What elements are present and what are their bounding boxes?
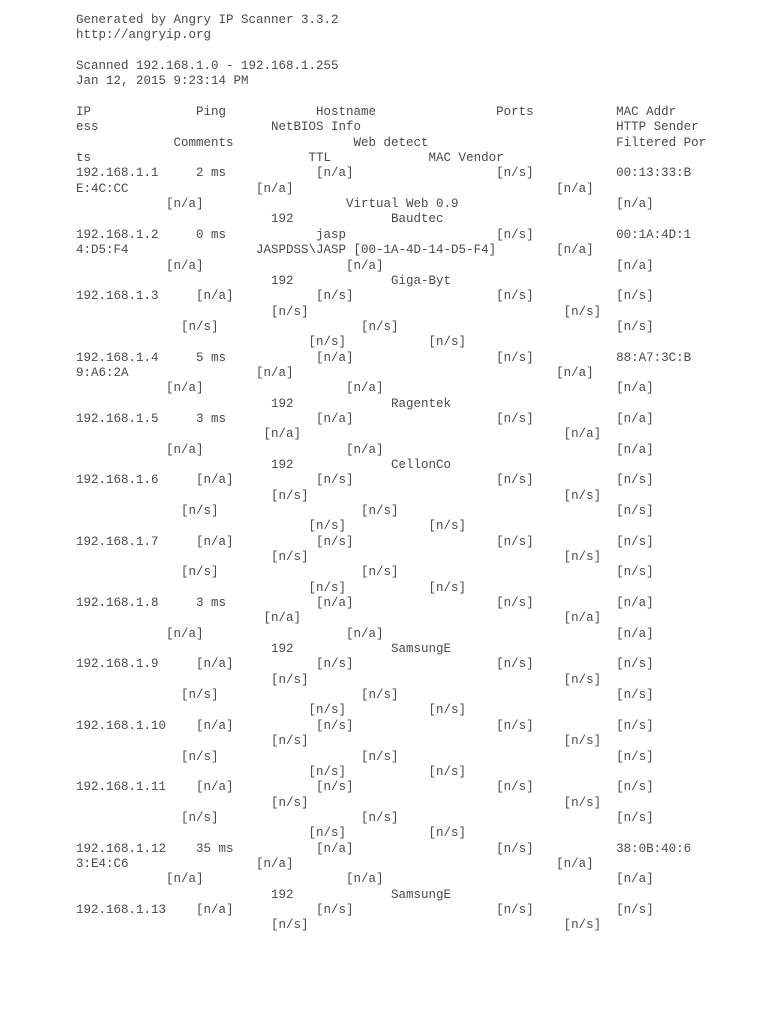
report-line: [n/a] [n/a] [n/a]	[76, 872, 654, 887]
website-url: http://angryip.org	[76, 28, 212, 43]
report-line: [n/s] [n/s]	[76, 672, 602, 687]
report-line: [n/s] [n/s]	[76, 734, 602, 749]
report-line: 192 Ragentek	[76, 396, 452, 411]
report-line: ts TTL MAC Vendor	[76, 151, 504, 166]
report-line: [n/s] [n/s]	[76, 519, 467, 534]
report-line: [n/s] [n/s]	[76, 488, 602, 503]
report-line: 192.168.1.4 5 ms [n/a] [n/s] 88:A7:3C:B	[76, 350, 692, 365]
report-line: 192.168.1.13 [n/a] [n/s] [n/s] [n/s]	[76, 902, 654, 917]
report-line: 192.168.1.7 [n/a] [n/s] [n/s] [n/s]	[76, 534, 654, 549]
report-line: 3:E4:C6 [n/a] [n/a]	[76, 856, 594, 871]
report-line: 192.168.1.9 [n/a] [n/s] [n/s] [n/s]	[76, 657, 654, 672]
report-line: 9:A6:2A [n/a] [n/a]	[76, 365, 594, 380]
report-line: [n/s] [n/s] [n/s]	[76, 749, 654, 764]
report-line: [n/s] [n/s] [n/s]	[76, 688, 654, 703]
report-line: [n/s] [n/s]	[76, 764, 467, 779]
spacer	[76, 44, 716, 59]
report-line: 192.168.1.10 [n/a] [n/s] [n/s] [n/s]	[76, 718, 654, 733]
report-line: 192.168.1.12 35 ms [n/a] [n/s] 38:0B:40:6	[76, 841, 692, 856]
report-line: 192.168.1.2 0 ms jasp [n/s] 00:1A:4D:1	[76, 227, 692, 242]
report-line: [n/s] [n/s]	[76, 304, 602, 319]
report-line: [n/s] [n/s] [n/s]	[76, 319, 654, 334]
report-line: [n/a] [n/a] [n/a]	[76, 258, 654, 273]
spacer	[76, 90, 716, 105]
report-line: 192.168.1.11 [n/a] [n/s] [n/s] [n/s]	[76, 780, 654, 795]
scan-report-page	[76, 13, 716, 934]
report-line: [n/s] [n/s] [n/s]	[76, 565, 654, 580]
report-line: [n/s] [n/s] [n/s]	[76, 504, 654, 518]
report-line: [n/a] [n/a] [n/a]	[76, 442, 654, 457]
report-line: 192.168.1.5 3 ms [n/a] [n/s] [n/a]	[76, 411, 654, 426]
report-line: 192.168.1.6 [n/a] [n/s] [n/s] [n/s]	[76, 473, 654, 488]
report-line: IP Ping Hostname Ports MAC Addr	[76, 105, 677, 120]
report-line: [n/a] [n/a]	[76, 427, 602, 442]
report-line: [n/s] [n/s]	[76, 826, 467, 841]
report-line: [n/a] [n/a] [n/a]	[76, 381, 654, 396]
report-line: 192 SamsungE	[76, 887, 452, 902]
report-line: E:4C:CC [n/a] [n/a]	[76, 181, 594, 196]
report-line: 192 CellonCo	[76, 457, 452, 472]
report-line: 192.168.1.3 [n/a] [n/s] [n/s] [n/s]	[76, 289, 654, 304]
report-line: [n/s] [n/s]	[76, 580, 467, 595]
report-line: [n/a] [n/a]	[76, 611, 602, 626]
report-line: [n/a] [n/a] [n/a]	[76, 626, 654, 641]
report-line: 192.168.1.1 2 ms [n/a] [n/s] 00:13:33:B	[76, 166, 692, 181]
report-line: 4:D5:F4 JASPDSS\JASP [00-1A-4D-14-D5-F4] [n/a]	[76, 243, 594, 258]
report-line: 192 SamsungE	[76, 642, 452, 657]
report-line: Comments Web detect Filtered Por	[76, 135, 707, 150]
scanned-range-line: Scanned 192.168.1.0 - 192.168.1.255	[76, 59, 339, 74]
generator-line: Generated by Angry IP Scanner 3.3.2	[76, 13, 339, 27]
report-line: 192 Giga-Byt	[76, 273, 452, 288]
report-line: [n/s] [n/s]	[76, 703, 467, 718]
report-line: ess NetBIOS Info HTTP Sender	[76, 120, 699, 135]
scan-results-table	[76, 105, 716, 934]
report-line: [n/s] [n/s]	[76, 550, 602, 565]
report-line: [n/s] [n/s]	[76, 335, 467, 350]
report-line: [n/s] [n/s]	[76, 918, 602, 933]
report-line: 192 Baudtec	[76, 212, 444, 227]
report-line: [n/s] [n/s] [n/s]	[76, 810, 654, 825]
report-line: [n/a] Virtual Web 0.9 [n/a]	[76, 197, 654, 212]
report-line: 192.168.1.8 3 ms [n/a] [n/s] [n/a]	[76, 596, 654, 611]
report-line: [n/s] [n/s]	[76, 795, 602, 810]
scan-timestamp: Jan 12, 2015 9:23:14 PM	[76, 74, 249, 89]
